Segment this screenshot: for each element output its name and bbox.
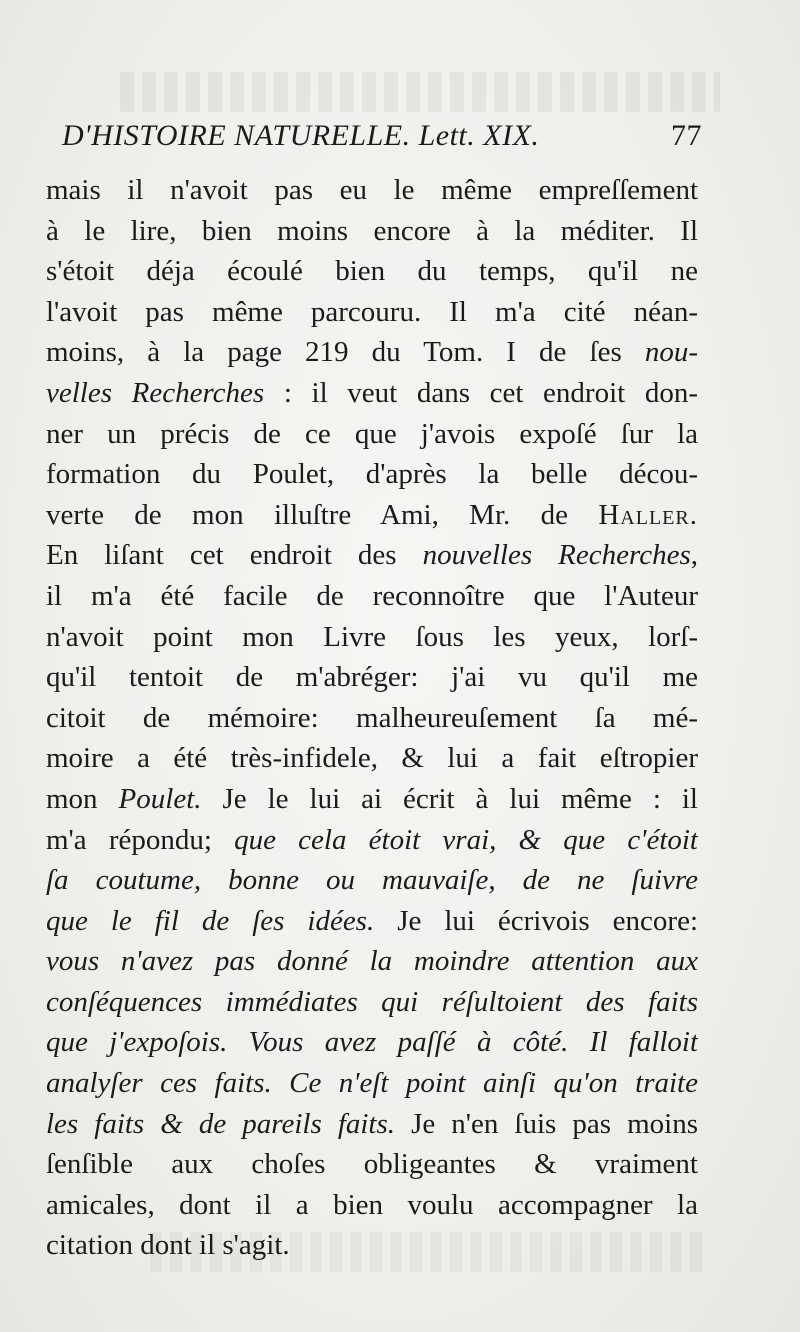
text-line: citoit de mémoire: malheureuſement ſa mé- bbox=[46, 701, 698, 734]
text-line: que le fil de ſes idées. Je lui écrivois encore: bbox=[46, 904, 698, 937]
text-line: amicales, dont il a bien voulu accompagner la bbox=[46, 1188, 698, 1221]
text-line: s'étoit déja écoulé bien du temps, qu'il ne bbox=[46, 255, 698, 288]
text-line: velles Recherches : il veut dans cet endroit don- bbox=[46, 376, 698, 409]
text-line: ſenſible aux choſes obligeantes & vraiment bbox=[46, 1148, 698, 1181]
italic-text: conſéquences immédiates qui réſultoient des faits bbox=[46, 985, 698, 1018]
small-caps-name: Haller. bbox=[598, 498, 698, 531]
text-line: verte de mon illuſtre Ami, Mr. de Haller. bbox=[46, 498, 698, 531]
italic-text: que le fil de ſes idées. bbox=[46, 904, 375, 937]
body-text bbox=[46, 170, 698, 1266]
italic-text: nou- bbox=[644, 336, 698, 369]
italic-text: nouvelles Recherches bbox=[422, 539, 691, 572]
text-line bbox=[46, 982, 698, 1023]
text-line: moins, à la page 219 du Tom. I de ſes nou- bbox=[46, 336, 698, 369]
italic-text: analyſer ces faits. Ce n'eſt point ainſi qu'on traite bbox=[46, 1067, 698, 1100]
text-line: l'avoit pas même parcouru. Il m'a cité néan- bbox=[46, 295, 698, 328]
running-title: D'HISTOIRE NATURELLE. Lett. XIX. bbox=[62, 119, 540, 152]
running-header bbox=[62, 114, 702, 158]
text-line: il m'a été facile de reconnoître que l'Auteur bbox=[46, 579, 698, 612]
text-line bbox=[46, 1063, 698, 1104]
text-line: n'avoit point mon Livre ſous les yeux, lorſ- bbox=[46, 620, 698, 653]
text-line: mais il n'avoit pas eu le même empreſſement bbox=[46, 174, 698, 206]
italic-text: que j'expoſois. Vous avez paſſé à côté. Il falloit bbox=[46, 1026, 698, 1059]
text-line: ner un précis de ce que j'avois expoſé ſur la bbox=[46, 417, 698, 450]
text-line: m'a répondu; que cela étoit vrai, & que c'étoit bbox=[46, 823, 698, 856]
italic-text: que cela étoit vrai, & que c'étoit bbox=[234, 823, 698, 856]
italic-text: les faits & de pareils faits. bbox=[46, 1107, 396, 1140]
text-line: formation du Poulet, d'après la belle décou- bbox=[46, 458, 698, 491]
italic-text: vous n'avez pas donné la moindre attention aux bbox=[46, 945, 698, 978]
text-line bbox=[46, 860, 698, 901]
italic-text: velles Recherches bbox=[46, 376, 265, 409]
text-line: à le lire, bien moins encore à la méditer. Il bbox=[46, 214, 698, 247]
text-line: En liſant cet endroit des nouvelles Recherches, bbox=[46, 539, 698, 572]
text-line: les faits & de pareils faits. Je n'en ſuis pas moins bbox=[46, 1107, 698, 1140]
italic-text: Poulet. bbox=[118, 782, 202, 815]
text-line: moire a été très-infidele, & lui a fait eſtropier bbox=[46, 742, 698, 775]
text-line bbox=[46, 1022, 698, 1063]
text-line bbox=[46, 941, 698, 982]
show-through-text-top bbox=[120, 72, 720, 112]
text-line: mon Poulet. Je le lui ai écrit à lui même : il bbox=[46, 782, 698, 815]
page-number: 77 bbox=[671, 119, 702, 152]
italic-text: ſa coutume, bonne ou mauvaiſe, de ne ſuivre bbox=[46, 864, 698, 897]
text-line: citation dont il s'agit. bbox=[46, 1229, 290, 1262]
text-line: qu'il tentoit de m'abréger: j'ai vu qu'il me bbox=[46, 661, 698, 694]
